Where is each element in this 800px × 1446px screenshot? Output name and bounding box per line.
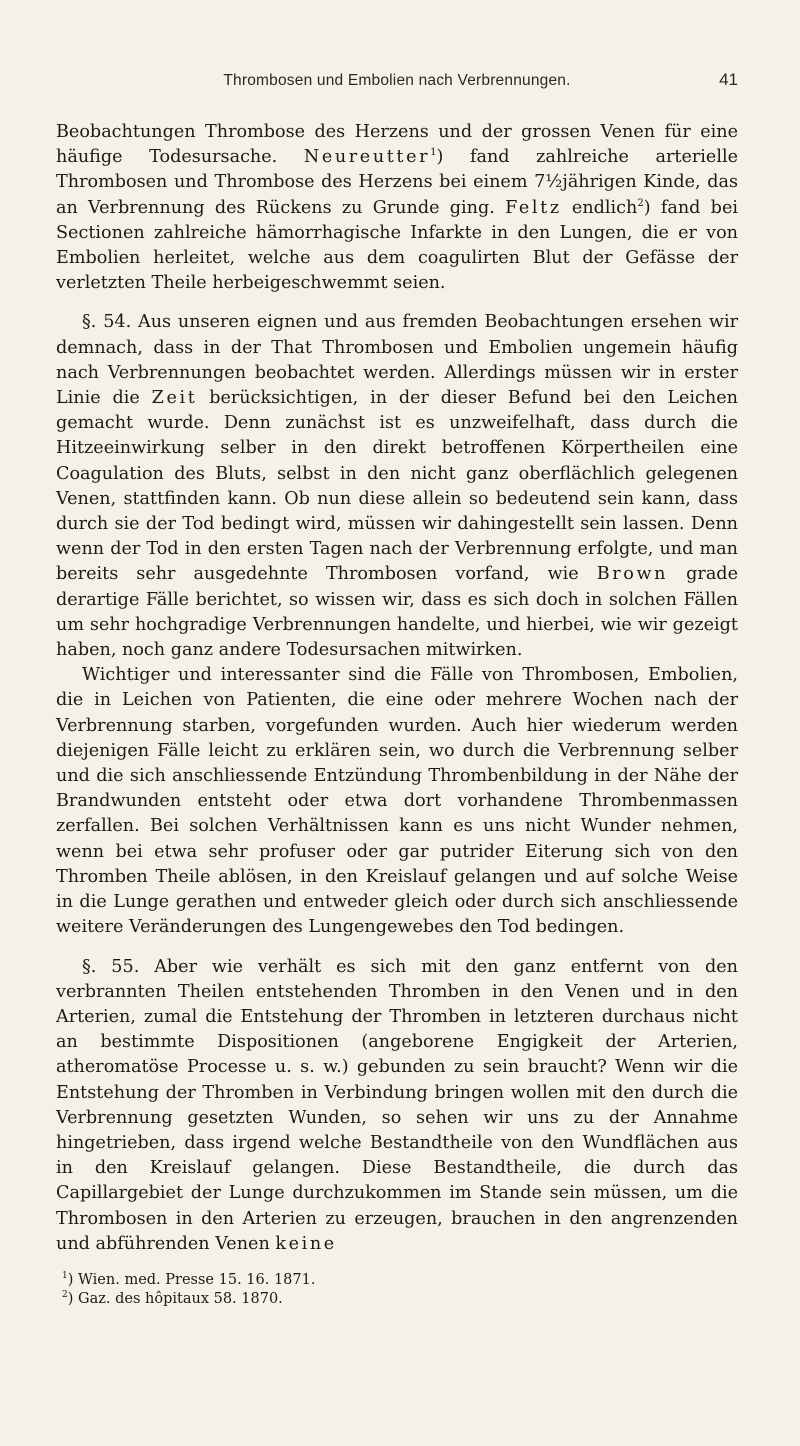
footnote-ref-2: 2: [637, 197, 644, 209]
author-name-feltz: Feltz: [505, 197, 562, 218]
page-number: 41: [719, 70, 738, 89]
footnote-2: $^2$) Gaz. des hôpitaux 58. 1870.: [62, 1290, 283, 1307]
text-run: fand bei Sectionen zahlreiche hämorrhagische Infarkte in den Lungen, die er von Embolien herleitet, welche aus dem coagulirten Blut der Gefässe der verletzten Theile herbeigeschwemmt seien.: [56, 197, 738, 294]
text-run: §. 55. Aber wie verhält es sich mit den ganz entfernt von den verbrannten Theilen entstehenden Thromben in den Venen und in den Arterien, zumal die Entstehung der Thromben in letzteren durchaus nicht an bestimmte Dispositionen (angeborene Engigkeit der Arterien, atheromatöse Processe u. s. w.) gebunden zu sein braucht? Wenn wir die Entstehung der Thromben in Verbindung bringen wollen mit den durch die Verbrennung gesetzten Wunden, so sehen wir uns zu der Annahme hingetrieben, dass irgend welche Bestandtheile von den Wundflächen aus in den Kreislauf gelangen. Diese Bestandtheile, die durch das Capillargebiet der Lunge durchzukommen im Stande sein müssen, um die Thrombosen in den Arterien zu erzeugen, brauchen in den angrenzenden und abführenden Venen: [56, 956, 738, 1254]
text-run: §. 54. Aus unseren eignen und aus fremden Beobachtungen ersehen wir demnach, dass in der That Thrombosen und Embolien ungemein häufig nach Verbrennungen beobachtet werden. Allerdings müssen wir in erster Linie die: [56, 312, 738, 409]
footnote-ref-1: 1: [430, 147, 437, 159]
running-header: [56, 0, 738, 96]
author-name-neureutter: Neureutter: [303, 147, 431, 168]
emphasis-keine: keine: [275, 1233, 337, 1254]
body-text: [56, 120, 738, 1257]
footnote-mark: 2: [62, 1290, 68, 1301]
text-run: berücksichtigen, in der dieser Befund bei den Leichen gemacht wurde. Denn zunächst ist es unzweifelhaft, dass durch die Hitzeeinwirkung selber in den direkt betroffenen Körpertheilen eine Coagulation des Bluts, selbst in den nicht ganz oberflächlich gelegenen Venen, stattfinden kann. Ob nun diese allein so bedeutend sein kann, dass durch sie der Tod bedingt wird, müssen wir dahingestellt sein lassen. Denn wenn der Tod in den ersten Tagen nach der Verbrennung erfolgte, und man bereits sehr ausgedehnte Thrombosen vorfand, wie: [56, 388, 738, 585]
footnote-text: Gaz. des hôpitaux 58. 1870.: [78, 1290, 283, 1307]
footnotes: [56, 1271, 738, 1309]
paragraph-4: [56, 955, 738, 1257]
footnote-mark: 1: [62, 1271, 68, 1282]
paragraph-1: Beobachtungen Thrombose des Herzens und der grossen Venen für eine häufige Todesursache. Neureutter$^1$) fand zahlreiche arterielle Thrombosen und Thrombose des Herzens bei einem 7½jährigen Kinde, das an Verbrennung des Rückens zu Grunde ging. Feltz endlich$^2$) fand bei Sectionen zahlreiche hämorrhagische Infarkte in den Lungen, die er von Embolien herleitet, welche aus dem coagulirten Blut der Gefässe der verletzten Theile herbeigeschwemmt seien.: [56, 122, 738, 294]
text-run: Beobachtungen Thrombose des Herzens und der grossen Venen für eine häufige Todesursache.: [56, 122, 738, 168]
paragraph-2: [56, 310, 738, 663]
running-title: Thrombosen und Embolien nach Verbrennungen.: [223, 72, 571, 89]
paragraph-3: [56, 663, 738, 940]
text-run: grade derartige Fälle berichtet, so wissen wir, dass es sich doch in solchen Fällen um sehr hochgradige Verbrennungen handelte, und hierbei, wie wir gezeigt haben, noch ganz andere Todesursachen mitwirken.: [56, 564, 738, 661]
text-run: Wichtiger und interessanter sind die Fälle von Thrombosen, Embolien, die in Leichen von Patienten, die eine oder mehrere Wochen nach der Verbrennung starben, vorgefunden wurden. Auch hier wiederum werden diejenigen Fälle leicht zu erklären sein, wo durch die Verbrennung selber und die sich anschliessende Entzündung Thrombenbildung in der Nähe der Brandwunden entsteht oder etwa dort vorhandene Thrombenmassen zerfallen. Bei solchen Verhältnissen kann es uns nicht Wunder nehmen, wenn bei etwa sehr profuser oder gar putrider Eiterung sich von den Thromben Theile ablösen, in den Kreislauf gelangen und auf solche Weise in die Lunge gerathen und entweder gleich oder durch sich anschliessende weitere Veränderungen des Lungengewebes den Tod bedingen.: [56, 665, 738, 938]
author-name-brown: Brown: [596, 564, 669, 585]
footnote-1: $^1$) Wien. med. Presse 15. 16. 1871.: [62, 1271, 316, 1288]
text-run: endlich: [561, 197, 638, 218]
footnote-text: Wien. med. Presse 15. 16. 1871.: [78, 1271, 316, 1288]
emphasis-zeit: Zeit: [151, 388, 198, 409]
text-run: fand zahlreiche arterielle Thrombosen und Thrombose des Herzens bei einem 7½jährigen Kinde, das an Verbrennung des Rückens zu Grunde ging.: [56, 147, 738, 218]
